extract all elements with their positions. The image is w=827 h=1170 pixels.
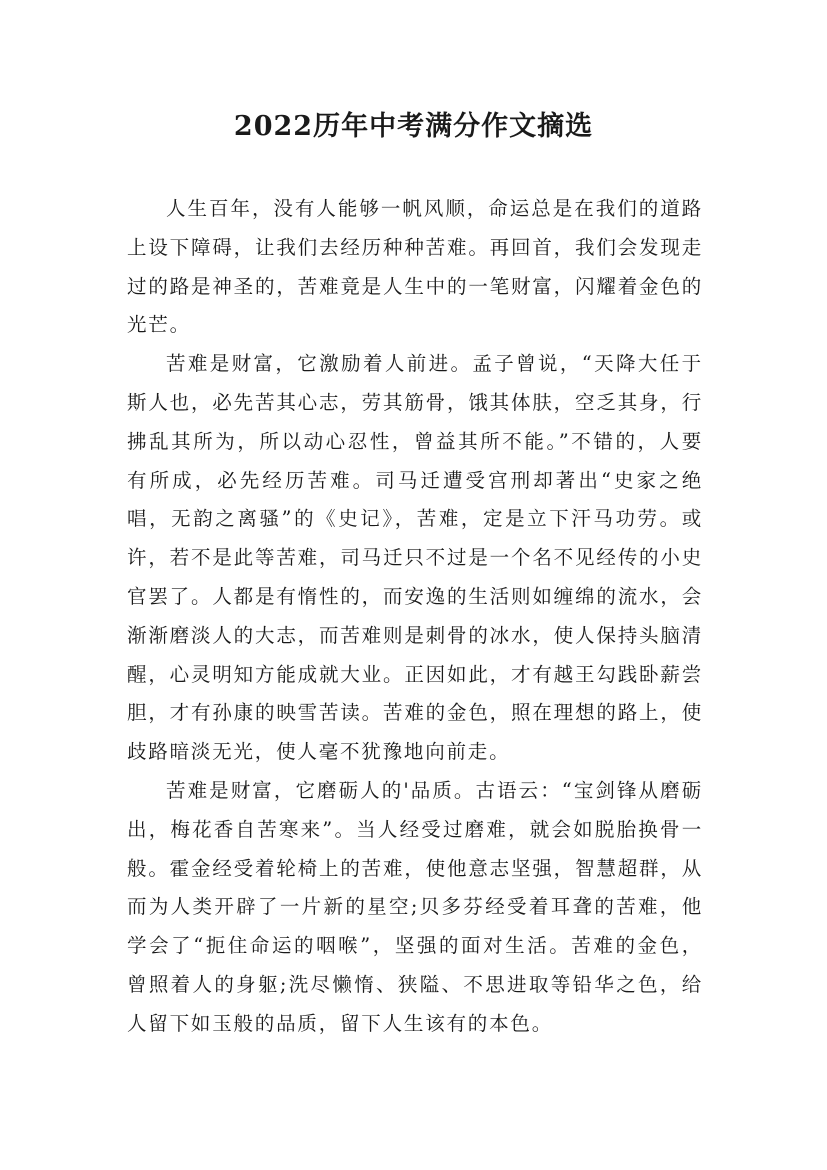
document-title: 2022历年中考满分作文摘选 xyxy=(233,111,594,142)
paragraph-3: 苦难是财富，它磨砺人的'品质。古语云：“宝剑锋从磨砺出，梅花香自苦寒来”。当人经受过磨难，就会如脱胎换骨一般。霍金经受着轮椅上的苦难，使他意志坚强，智慧超群，从而为人类开辟了一片新的星空;贝多芬经受着耳聋的苦难，他学会了“扼住命运的咽喉”，坚强的面对生活。苦难的金色，曾照着人的身躯;洗尽懒惰、狭隘、不思进取等铅华之色，给人留下如玉般的品质，留下人生该有的本色。 xyxy=(127,778,703,1035)
document-body xyxy=(127,190,703,1044)
paragraph-2: 苦难是财富，它激励着人前进。孟子曾说，“天降大任于斯人也，必先苦其心志，劳其筋骨，饿其体肤，空乏其身，行拂乱其所为，所以动心忍性，曾益其所不能。”不错的，人要有所成，必先经历苦难。司马迁遭受宫刑却著出“史家之绝唱，无韵之离骚”的《史记》，苦难，定是立下汗马功劳。或许，若不是此等苦难，司马迁只不过是一个名不见经传的小史官罢了。人都是有惰性的，而安逸的生活则如缠绵的流水，会渐渐磨淡人的大志，而苦难则是刺骨的冰水，使人保持头脑清醒，心灵明知方能成就大业。正因如此，才有越王勾践卧薪尝胆，才有孙康的映雪苦读。苦难的金色，照在理想的路上，使歧路暗淡无光，使人毫不犹豫地向前走。 xyxy=(127,352,703,764)
paragraph-1: 人生百年，没有人能够一帆风顺，命运总是在我们的道路上设下障碍，让我们去经历种种苦难。再回首，我们会发现走过的路是神圣的，苦难竟是人生中的一笔财富，闪耀着金色的光芒。 xyxy=(127,197,703,337)
